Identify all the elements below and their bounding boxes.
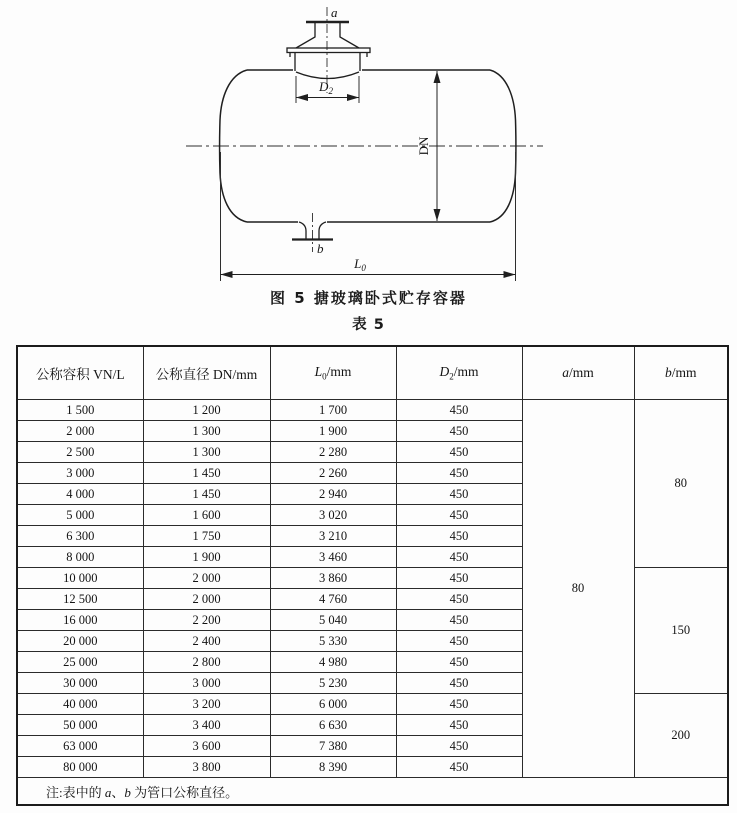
nozzle-neck-cone xyxy=(287,23,370,79)
table-cell: 450 xyxy=(396,589,522,610)
figure-caption: 图 5 搪玻璃卧式贮存容器 xyxy=(270,289,467,307)
table-cell: 1 900 xyxy=(270,421,396,442)
manhole-flange-plate xyxy=(287,48,370,53)
table-cell: 80 000 xyxy=(17,757,143,778)
col-header-a xyxy=(522,346,634,400)
table-cell: 450 xyxy=(396,715,522,736)
dimension-d2 xyxy=(296,76,359,103)
l0-unit: /mm xyxy=(326,364,352,380)
table-cell: 1 700 xyxy=(270,400,396,421)
table-cell: 450 xyxy=(396,568,522,589)
table-cell: 450 xyxy=(396,652,522,673)
table-cell: 63 000 xyxy=(17,736,143,757)
d2-unit: /mm xyxy=(453,364,479,380)
table-cell: 5 330 xyxy=(270,631,396,652)
table-caption: 表 5 xyxy=(352,317,385,333)
table-cell: 450 xyxy=(396,421,522,442)
table-cell: 2 000 xyxy=(143,589,270,610)
table-cell: 3 600 xyxy=(143,736,270,757)
table-cell: 2 800 xyxy=(143,652,270,673)
a-merged-cell: 80 xyxy=(522,400,634,778)
table-row xyxy=(17,400,728,421)
table-cell: 450 xyxy=(396,484,522,505)
note-suffix: 为管口公称直径。 xyxy=(130,784,239,800)
table-cell: 6 300 xyxy=(17,526,143,547)
a-symbol: a xyxy=(562,365,569,380)
table-cell: 4 000 xyxy=(17,484,143,505)
top-nozzle xyxy=(287,5,370,93)
bottom-nozzle xyxy=(292,213,333,256)
table-cell: 4 980 xyxy=(270,652,396,673)
table-cell: 2 000 xyxy=(17,421,143,442)
table-cell: 3 800 xyxy=(143,757,270,778)
table-cell: 40 000 xyxy=(17,694,143,715)
trumpet-right xyxy=(319,222,326,239)
trumpet-left xyxy=(299,222,306,239)
table-cell: 1 450 xyxy=(143,463,270,484)
manhole-shell-arc xyxy=(296,72,359,79)
note-row xyxy=(17,778,728,806)
nozzle-a-label: a xyxy=(331,5,338,20)
table-cell: 3 200 xyxy=(143,694,270,715)
l0-symbol: L xyxy=(314,364,323,380)
col-header-volume: 公称容积 VN/L xyxy=(17,346,143,400)
table-cell: 450 xyxy=(396,694,522,715)
table-cell: 450 xyxy=(396,442,522,463)
d2-subscript: 2 xyxy=(449,371,454,382)
table-cell: 450 xyxy=(396,526,522,547)
col-header-d2 xyxy=(396,346,522,400)
note-separator: 、 xyxy=(111,784,125,800)
table-cell: 4 760 xyxy=(270,589,396,610)
a-unit: /mm xyxy=(568,365,594,380)
table-cell: 20 000 xyxy=(17,631,143,652)
figure-area xyxy=(0,0,737,284)
table-cell: 7 380 xyxy=(270,736,396,757)
table-cell: 3 000 xyxy=(143,673,270,694)
b-merged-cell: 80 xyxy=(634,400,728,568)
vessel-figure xyxy=(0,0,737,284)
table-cell: 2 400 xyxy=(143,631,270,652)
table-cell: 5 230 xyxy=(270,673,396,694)
col-header-diameter: 公称直径 DN/mm xyxy=(143,346,270,400)
table-cell: 6 630 xyxy=(270,715,396,736)
cone-left xyxy=(296,23,315,48)
b-unit: /mm xyxy=(671,365,697,380)
table-body xyxy=(17,400,728,778)
dimension-l0 xyxy=(221,152,516,281)
d2-label: $D_2$ xyxy=(319,79,333,96)
table-cell: 3 400 xyxy=(143,715,270,736)
d2-symbol: D xyxy=(439,364,450,380)
table-cell: 3 860 xyxy=(270,568,396,589)
note-a-symbol: a xyxy=(104,784,112,800)
l0-subscript: 0 xyxy=(322,371,327,382)
l0-extension-lines xyxy=(221,152,516,281)
table-cell: 8 000 xyxy=(17,547,143,568)
table-note xyxy=(17,778,728,806)
table-cell: 3 000 xyxy=(17,463,143,484)
spec-table xyxy=(16,345,729,806)
table-cell: 2 200 xyxy=(143,610,270,631)
l0-label: $L_0$ xyxy=(354,256,366,273)
table-cell: 450 xyxy=(396,400,522,421)
table-cell: 30 000 xyxy=(17,673,143,694)
nozzle-b-label: b xyxy=(317,241,324,256)
table-cell: 2 000 xyxy=(143,568,270,589)
table-cell: 3 210 xyxy=(270,526,396,547)
table-cell: 5 000 xyxy=(17,505,143,526)
table-cell: 2 280 xyxy=(270,442,396,463)
table-cell: 1 200 xyxy=(143,400,270,421)
table-cell: 450 xyxy=(396,673,522,694)
table-cell: 3 020 xyxy=(270,505,396,526)
table-cell: 1 500 xyxy=(17,400,143,421)
table-cell: 2 260 xyxy=(270,463,396,484)
b-symbol: b xyxy=(664,365,672,380)
table-cell: 8 390 xyxy=(270,757,396,778)
table-cell: 25 000 xyxy=(17,652,143,673)
table-header-row xyxy=(17,346,728,400)
table-cell: 450 xyxy=(396,610,522,631)
table-cell: 1 750 xyxy=(143,526,270,547)
table-cell: 50 000 xyxy=(17,715,143,736)
table-cell: 450 xyxy=(396,505,522,526)
table-cell: 10 000 xyxy=(17,568,143,589)
table-cell: 1 450 xyxy=(143,484,270,505)
table-cell: 5 040 xyxy=(270,610,396,631)
note-b-symbol: b xyxy=(124,784,131,800)
table-cell: 450 xyxy=(396,757,522,778)
table-cell: 450 xyxy=(396,631,522,652)
table-cell: 450 xyxy=(396,736,522,757)
col-header-b xyxy=(634,346,728,400)
table-cell: 1 900 xyxy=(143,547,270,568)
cone-right xyxy=(340,23,359,48)
note-prefix: 注:表中的 xyxy=(46,784,105,800)
table-cell: 2 500 xyxy=(17,442,143,463)
b-merged-cell: 150 xyxy=(634,568,728,694)
table-cell: 2 940 xyxy=(270,484,396,505)
table-cell: 6 000 xyxy=(270,694,396,715)
table-cell: 1 300 xyxy=(143,421,270,442)
table-cell: 450 xyxy=(396,463,522,484)
table-cell: 1 600 xyxy=(143,505,270,526)
dn-label: DN xyxy=(416,136,431,156)
table-cell: 450 xyxy=(396,547,522,568)
table-cell: 16 000 xyxy=(17,610,143,631)
table-cell: 1 300 xyxy=(143,442,270,463)
col-header-l0 xyxy=(270,346,396,400)
table-cell: 12 500 xyxy=(17,589,143,610)
table-cell: 3 460 xyxy=(270,547,396,568)
b-merged-cell: 200 xyxy=(634,694,728,778)
